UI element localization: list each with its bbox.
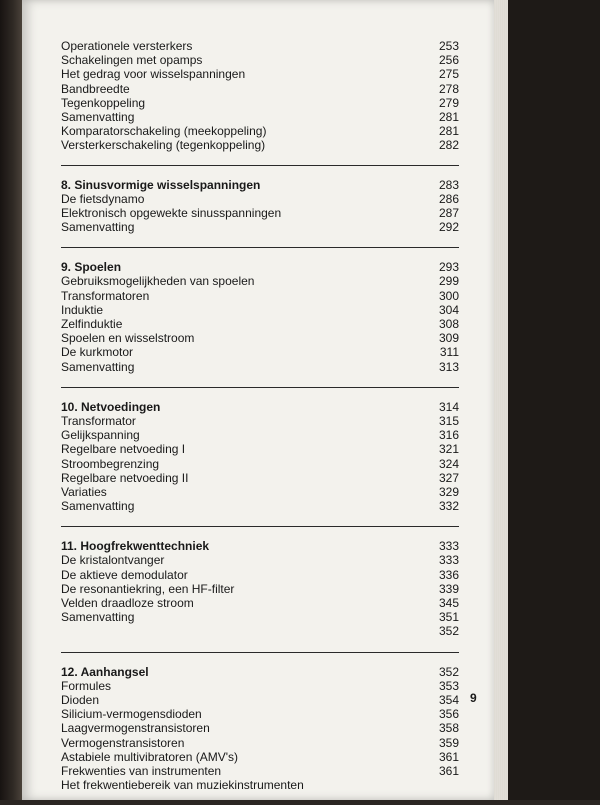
entry-title: Gelijkspanning [61,428,140,443]
entry-title: Variaties [61,484,107,499]
toc-section [61,539,459,638]
section-divider [61,526,459,527]
entry-title: De kristalontvanger [61,553,165,568]
section-divider [61,387,459,388]
entry-title: De fietsdynamo [61,191,145,206]
entry-title: De kurkmotor [61,345,134,360]
table-background [508,0,600,800]
page-ref: 278 [438,81,459,96]
page-ref: 286 [438,191,459,206]
page-ref: 281 [438,124,459,139]
toc-entry [61,110,459,124]
page-ref: 314 [438,399,459,414]
toc-chapter-heading [61,665,459,679]
entry-title: Elektronisch opgewekte sinusspanningen [61,205,282,220]
table-of-contents [61,39,459,805]
toc-entry [61,331,459,345]
page-ref: 321 [438,442,459,457]
page-ref: 253 [438,39,459,53]
entry-title: Zelfinduktie [61,317,123,331]
entry-title: Komparatorschakeling (meekoppeling) [61,124,267,139]
toc-entry [61,457,459,471]
entry-title: Stroombegrenzing [61,456,160,471]
page-ref: 299 [438,274,459,289]
page-ref: 352 [438,624,459,639]
toc-entry [61,693,459,707]
page-ref: 345 [438,596,459,610]
toc-section [61,665,459,793]
entry-title: Transformatoren [61,288,150,303]
page-ref: 354 [438,692,459,707]
entry-title: Silicium-vermogensdioden [61,707,202,722]
entry-title: Samenvatting [61,610,135,625]
entry-title: Induktie [61,302,104,317]
toc-entry [61,736,459,750]
entry-title: Versterkerschakeling (tegenkoppeling) [61,138,266,153]
entry-title: Gebruiksmogelijkheden van spoelen [61,274,255,289]
toc-entry [61,96,459,110]
entry-title: Tegenkoppeling [61,95,146,110]
toc-entry [61,39,459,53]
section-divider [61,165,459,166]
page-ref: 324 [438,456,459,471]
page-stack-edge [494,0,508,800]
toc-entry [61,568,459,582]
page-ref: 359 [438,735,459,750]
toc-entry [61,442,459,456]
page-ref: 287 [438,205,459,220]
entry-title: Frekwenties van instrumenten [61,763,222,778]
toc-entry [61,778,459,792]
page-ref: 361 [438,749,459,764]
toc-entry [61,499,459,513]
toc-entry [61,553,459,567]
entry-title: Regelbare netvoeding II [61,470,189,485]
page-ref: 292 [438,220,459,235]
page-ref: 293 [438,260,459,275]
entry-title: Het frekwentiebereik van muziekinstrumenten [61,778,304,793]
toc-entry [61,485,459,499]
section-divider [61,652,459,653]
page-ref: 333 [438,553,459,568]
toc-entry [61,289,459,303]
entry-title: Laagvermogenstransistoren [61,721,210,736]
chapter-title: 11. Hoogfrekwenttechniek [61,539,210,554]
toc-entry [61,707,459,721]
toc-chapter-heading [61,178,459,192]
toc-entry [61,303,459,317]
chapter-title: 9. Spoelen [61,260,122,275]
toc-entry [61,750,459,764]
page-ref: 275 [438,67,459,82]
toc-entry [61,624,459,638]
toc-entry [61,274,459,288]
entry-title: Regelbare netvoeding I [61,442,186,457]
toc-entry [61,428,459,442]
toc-entry [61,317,459,331]
entry-title: Velden draadloze stroom [61,596,194,610]
toc-entry [61,138,459,152]
chapter-title: 8. Sinusvormige wisselspanningen [61,177,261,192]
page-ref: 311 [439,345,459,360]
page-ref: 358 [438,721,459,736]
page-ref: 309 [438,331,459,346]
entry-title: Operationele versterkers [61,39,193,53]
toc-entry [61,67,459,81]
page-ref: 352 [438,664,459,679]
toc-entry [61,82,459,96]
toc-entry [61,596,459,610]
section-divider [61,247,459,248]
entry-title: Bandbreedte [61,81,130,96]
entry-title: De aktieve demodulator [61,567,188,582]
entry-title: Formules [61,678,112,693]
page-number: 9 [470,691,477,705]
page-ref: 327 [438,470,459,485]
toc-entry [61,610,459,624]
page-ref: 304 [438,302,459,317]
toc-entry [61,345,459,359]
toc-chapter-heading [61,400,459,414]
toc-section [61,178,459,235]
entry-title: Spoelen en wisselstroom [61,331,195,346]
page-ref: 279 [438,95,459,110]
toc-entry [61,220,459,234]
entry-title: Samenvatting [61,499,135,514]
entry-title: De resonantiekring, een HF-filter [61,581,235,596]
page-ref: 283 [438,177,459,192]
page-ref: 332 [438,499,459,514]
page-ref: 308 [438,317,459,331]
toc-entry [61,124,459,138]
page-ref: 315 [438,413,459,428]
toc-chapter-heading [61,260,459,274]
entry-title: Schakelingen met opamps [61,53,203,68]
toc-entry [61,471,459,485]
page-ref: 256 [438,53,459,68]
toc-section [61,260,459,374]
toc-entry [61,360,459,374]
entry-title: Vermogenstransistoren [61,735,185,750]
toc-entry [61,582,459,596]
book-spine-shadow [0,0,22,800]
entry-title: Transformator [61,413,136,428]
page-ref: 353 [438,678,459,693]
page-ref: 336 [438,567,459,582]
entry-title: Astabiele multivibratoren (AMV's) [61,749,239,764]
page-ref: 316 [438,428,459,443]
page-ref: 300 [438,288,459,303]
entry-title: Dioden [61,692,100,707]
chapter-title: 12. Aanhangsel [61,664,149,679]
toc-entry [61,53,459,67]
page-ref: 339 [438,581,459,596]
page-ref: 329 [438,484,459,499]
entry-title: Het gedrag voor wisselspanningen [61,67,246,82]
chapter-title: 10. Netvoedingen [61,399,161,414]
toc-section [61,39,459,153]
toc-chapter-heading [61,539,459,553]
page-ref: 333 [438,539,459,554]
page-ref: 351 [438,610,459,625]
entry-title: Samenvatting [61,109,135,124]
entry-title: Samenvatting [61,359,135,374]
toc-section [61,400,459,514]
toc-entry [61,721,459,735]
entry-title: Samenvatting [61,220,135,235]
page-ref: 361 [438,763,459,778]
page-ref: 356 [438,707,459,722]
page-ref: 281 [438,109,459,124]
toc-entry [61,764,459,778]
page-ref: 313 [438,359,459,374]
toc-entry [61,679,459,693]
toc-entry [61,206,459,220]
toc-entry [61,414,459,428]
page-ref: 282 [438,138,459,153]
toc-entry [61,192,459,206]
